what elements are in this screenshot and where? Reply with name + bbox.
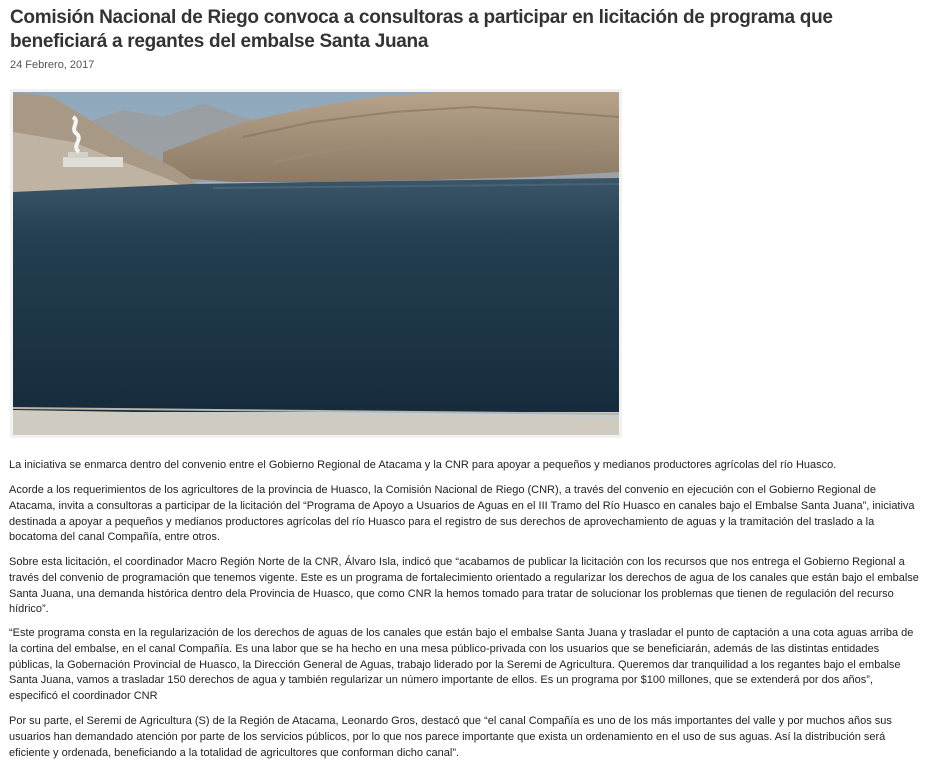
- article-paragraph-2: Acorde a los requerimientos de los agricultores de la provincia de Huasco, la Comisión Nacional de Riego (CNR), a través del convenio en ejecución con el Gobierno Regional de Atacama, invita a consultoras a participar de la licitación del “Programa de Apoyo a Usuarios de Aguas en el III Tramo del Río Huasco en canales bajo el Embalse Santa Juana”, iniciativa destinada a apoyar a pequeños y medianos productores agrícolas del río Huasco para el registro de sus derechos de aprovechamiento de aguas y la tramitación del traslado a la bocatoma del canal Compañía, entre otros.: [9, 484, 915, 544]
- article-title: Comisión Nacional de Riego convoca a consultoras a participar en licitación de programa que beneficiará a regantes del embalse Santa Juana: [10, 7, 833, 52]
- article-paragraph-1: La iniciativa se enmarca dentro del convenio entre el Gobierno Regional de Atacama y la CNR para apoyar a pequeños y medianos productores agrícolas del río Huasco.: [9, 459, 837, 471]
- reservoir-photo-icon: [13, 92, 619, 435]
- article-paragraph-3: Sobre esta licitación, el coordinador Macro Región Norte de la CNR, Álvaro Isla, indicó que “acabamos de publicar la licitación con los recursos que nos entrega el Gobierno Regional a través del convenio de programación que tenemos vigente. Este es un programa de fortalecimiento orientado a regularizar los derechos de agua de los canales que están bajo el embalse Santa Juana, una demanda histórica dentro dela Provincia de Huasco, que como CNR la hemos tomado para tratar de solucionar los problemas que tienen de regulación del recurso hídrico”.: [9, 556, 919, 616]
- article-date: 24 Febrero, 2017: [10, 59, 95, 71]
- article-paragraph-4: “Este programa consta en la regularización de los derechos de aguas de los canales que están bajo el embalse Santa Juana y trasladar el punto de captación a una cota aguas arriba de la cortina del embalse, en el canal Compañía. Es una labor que se ha hecho en una mesa público-privada con los usuarios que se beneficiarán, además de las distintas entidades públicas, la Gobernación Provincial de Huasco, la Dirección General de Aguas, trabajo liderado por la Seremi de Agricultura. Queremos dar tranquilidad a los regantes bajo el embalse Santa Juana, vamos a trasladar 150 derechos de agua y también regularizar un número importante de ellos. Es un programa por $100 millones, que se extenderá por dos años”, especificó el coordinador CNR: [9, 627, 914, 703]
- article-photo: [10, 89, 622, 438]
- article-paragraph-5: Por su parte, el Seremi de Agricultura (S) de la Región de Atacama, Leonardo Gros, destacó que “el canal Compañía es uno de los más importantes del valle y por muchos años sus usuarios han demandado atención por parte de los servicios públicos, por lo que nos parece importante que exista un ordenamiento en el uso de sus aguas. Así la distribución será eficiente y ordenada, beneficiando a la totalidad de agricultores que conforman dicho canal”.: [9, 715, 892, 759]
